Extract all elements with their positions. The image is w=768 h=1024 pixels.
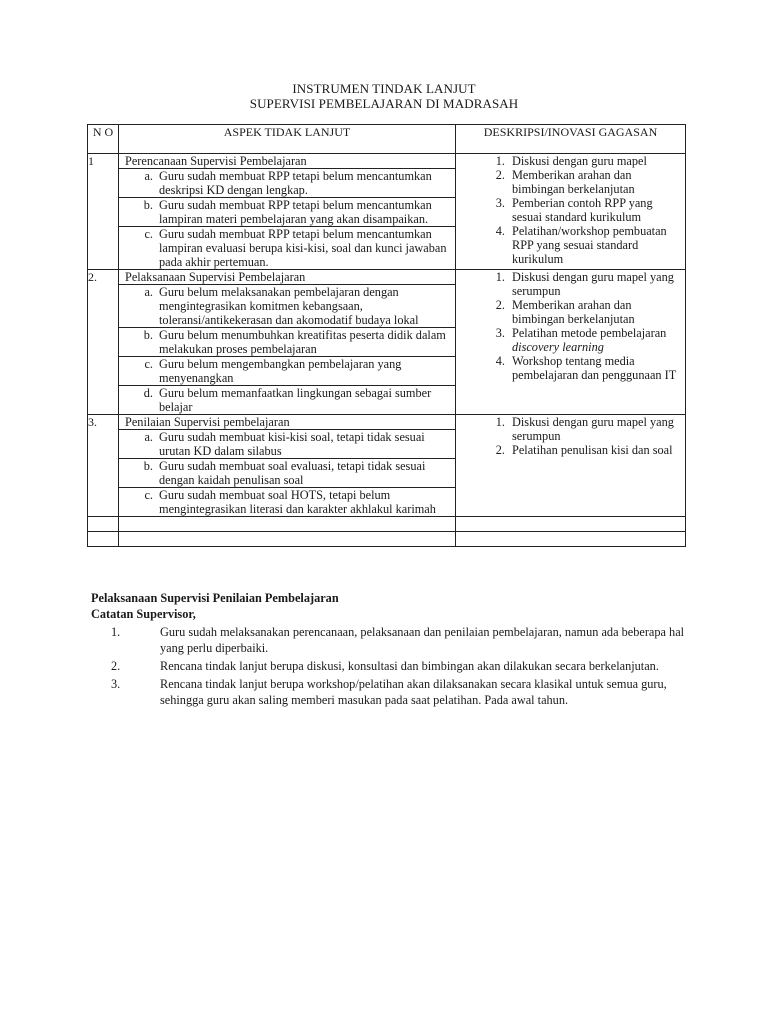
deskripsi-text-wrap bbox=[512, 326, 685, 354]
note-text: Rencana tindak lanjut berupa diskusi, konsultasi dan bimbingan akan dilakukan secara berkelanjutan. bbox=[160, 659, 659, 673]
empty-cell bbox=[456, 517, 686, 532]
aspek-item bbox=[119, 169, 455, 198]
note-number: 3. bbox=[111, 677, 121, 691]
item-letter: a. bbox=[144, 169, 153, 183]
deskripsi-text: Pemberian contoh RPP yang sesuai standard kurikulum bbox=[512, 196, 653, 224]
note-number: 2. bbox=[111, 659, 121, 673]
aspek-item bbox=[119, 488, 455, 516]
table-row bbox=[88, 154, 686, 270]
item-letter: b. bbox=[143, 328, 153, 342]
deskripsi-item bbox=[456, 298, 685, 326]
item-text: Guru sudah membuat kisi-kisi soal, tetapi tidak sesuai urutan KD dalam silabus bbox=[159, 430, 425, 458]
item-text: Guru sudah membuat RPP tetapi belum mencantumkan deskripsi KD dengan lengkap. bbox=[159, 169, 432, 197]
deskripsi-text-wrap bbox=[512, 196, 685, 224]
deskripsi-text-wrap bbox=[512, 168, 685, 196]
item-letter: a. bbox=[144, 285, 153, 299]
deskripsi-emphasis: discovery learning bbox=[512, 340, 604, 354]
deskripsi-number: 4. bbox=[495, 354, 505, 368]
empty-cell bbox=[119, 532, 456, 547]
deskripsi-cell bbox=[456, 154, 686, 270]
item-letter: d. bbox=[143, 386, 153, 400]
item-text: Guru belum melaksanakan pembelajaran dengan mengintegrasikan komitmen kebangsaan, toleransi/antikekerasan dan akomodatif budaya lokal bbox=[159, 285, 419, 327]
deskripsi-text: Memberikan arahan dan bimbingan berkelanjutan bbox=[512, 298, 635, 326]
deskripsi-number: 2. bbox=[495, 298, 505, 312]
deskripsi-text-wrap bbox=[512, 270, 685, 298]
section-title: Penilaian Supervisi pembelajaran bbox=[119, 415, 455, 430]
deskripsi-item bbox=[456, 224, 685, 266]
item-text: Guru belum menumbuhkan kreatifitas peserta didik dalam melakukan proses pembelajaran bbox=[159, 328, 446, 356]
section-title: Pelaksanaan Supervisi Pembelajaran bbox=[119, 270, 455, 285]
notes-subheading: Catatan Supervisor, bbox=[91, 607, 196, 621]
item-text: Guru sudah membuat soal HOTS, tetapi belum mengintegrasikan literasi dan karakter akhlakul karimah bbox=[159, 488, 436, 516]
note-text: Rencana tindak lanjut berupa workshop/pelatihan akan dilaksanakan secara klasikal untuk semua guru, sehingga guru akan saling memberi masukan pada saat pelatihan. Pada awal tahun. bbox=[160, 677, 667, 707]
table-row bbox=[88, 415, 686, 517]
deskripsi-number: 2. bbox=[495, 168, 505, 182]
table-header-row bbox=[88, 125, 686, 154]
deskripsi-text: Pelatihan/workshop pembuatan RPP yang sesuai standard kurikulum bbox=[512, 224, 667, 266]
deskripsi-number: 1. bbox=[495, 415, 505, 429]
item-letter: c. bbox=[144, 357, 153, 371]
deskripsi-item bbox=[456, 270, 685, 298]
deskripsi-text: Diskusi dengan guru mapel yang serumpun bbox=[512, 270, 674, 298]
deskripsi-text: Memberikan arahan dan bimbingan berkelanjutan bbox=[512, 168, 635, 196]
item-letter: c. bbox=[144, 227, 153, 241]
item-text: Guru sudah membuat RPP tetapi belum mencantumkan lampiran evaluasi berupa kisi-kisi, soal dan kunci jawaban pada akhir pertemuan. bbox=[159, 227, 447, 269]
deskripsi-item bbox=[456, 168, 685, 196]
item-letter: b. bbox=[143, 198, 153, 212]
deskripsi-number: 4. bbox=[495, 224, 505, 238]
deskripsi-item bbox=[456, 154, 685, 168]
section-title: Perencanaan Supervisi Pembelajaran bbox=[119, 154, 455, 169]
aspek-cell bbox=[119, 270, 456, 415]
header-aspek: ASPEK TIDAK LANJUT bbox=[119, 125, 456, 154]
aspek-item bbox=[119, 198, 455, 227]
empty-row bbox=[88, 532, 686, 547]
deskripsi-text-wrap bbox=[512, 415, 685, 443]
supervisor-notes bbox=[91, 590, 691, 708]
deskripsi-text: Diskusi dengan guru mapel bbox=[512, 154, 647, 168]
empty-row bbox=[88, 517, 686, 532]
deskripsi-number: 1. bbox=[495, 270, 505, 284]
deskripsi-text: Pelatihan penulisan kisi dan soal bbox=[512, 443, 673, 457]
item-letter: a. bbox=[144, 430, 153, 444]
empty-cell bbox=[88, 517, 119, 532]
aspek-cell bbox=[119, 415, 456, 517]
deskripsi-cell bbox=[456, 270, 686, 415]
deskripsi-number: 1. bbox=[495, 154, 505, 168]
note-number: 1. bbox=[111, 625, 121, 639]
deskripsi-text: Diskusi dengan guru mapel yang serumpun bbox=[512, 415, 674, 443]
item-text: Guru belum mengembangkan pembelajaran yang menyenangkan bbox=[159, 357, 402, 385]
note-item bbox=[91, 676, 691, 708]
notes-heading: Pelaksanaan Supervisi Penilaian Pembelajaran bbox=[91, 591, 339, 605]
notes-list bbox=[91, 624, 691, 708]
aspek-cell bbox=[119, 154, 456, 270]
item-text: Guru sudah membuat RPP tetapi belum mencantumkan lampiran materi pembelajaran yang akan disampaikan. bbox=[159, 198, 432, 226]
aspek-item bbox=[119, 430, 455, 459]
document-subtitle: SUPERVISI PEMBELAJARAN DI MADRASAH bbox=[249, 96, 519, 111]
deskripsi-text-wrap bbox=[512, 224, 685, 266]
header-no: N O bbox=[88, 125, 119, 154]
deskripsi-text-wrap bbox=[512, 298, 685, 326]
aspek-item bbox=[119, 227, 455, 269]
aspek-item bbox=[119, 285, 455, 328]
deskripsi-item bbox=[456, 443, 685, 457]
row-number: 1 bbox=[88, 154, 119, 270]
aspek-item bbox=[119, 357, 455, 386]
item-letter: c. bbox=[144, 488, 153, 502]
empty-cell bbox=[119, 517, 456, 532]
deskripsi-item bbox=[456, 196, 685, 224]
deskripsi-text: Workshop tentang media pembelajaran dan penggunaan IT bbox=[512, 354, 677, 382]
table-row bbox=[88, 270, 686, 415]
follow-up-table bbox=[87, 124, 686, 547]
deskripsi-number: 2. bbox=[495, 443, 505, 457]
empty-cell bbox=[456, 532, 686, 547]
deskripsi-text-wrap bbox=[512, 154, 685, 168]
deskripsi-item bbox=[456, 415, 685, 443]
empty-cell bbox=[88, 532, 119, 547]
header-deskripsi: DESKRIPSI/INOVASI GAGASAN bbox=[456, 125, 686, 154]
deskripsi-text-wrap bbox=[512, 354, 685, 382]
note-item bbox=[91, 658, 691, 674]
deskripsi-number: 3. bbox=[495, 196, 505, 210]
deskripsi-cell bbox=[456, 415, 686, 517]
item-letter: b. bbox=[143, 459, 153, 473]
deskripsi-item bbox=[456, 354, 685, 382]
aspek-item bbox=[119, 386, 455, 414]
deskripsi-number: 3. bbox=[495, 326, 505, 340]
document-title: INSTRUMEN TINDAK LANJUT bbox=[292, 81, 476, 96]
deskripsi-text: Pelatihan metode pembelajaran bbox=[512, 326, 667, 340]
aspek-item bbox=[119, 328, 455, 357]
row-number: 3. bbox=[88, 415, 119, 517]
deskripsi-text-wrap bbox=[512, 443, 685, 457]
row-number: 2. bbox=[88, 270, 119, 415]
note-text: Guru sudah melaksanakan perencanaan, pelaksanaan dan penilaian pembelajaran, namun ada beberapa hal yang perlu diperbaiki. bbox=[160, 625, 685, 655]
aspek-item bbox=[119, 459, 455, 488]
deskripsi-item bbox=[456, 326, 685, 354]
item-text: Guru belum memanfaatkan lingkungan sebagai sumber belajar bbox=[159, 386, 432, 414]
item-text: Guru sudah membuat soal evaluasi, tetapi tidak sesuai dengan kaidah penulisan soal bbox=[159, 459, 426, 487]
note-item bbox=[91, 624, 691, 656]
